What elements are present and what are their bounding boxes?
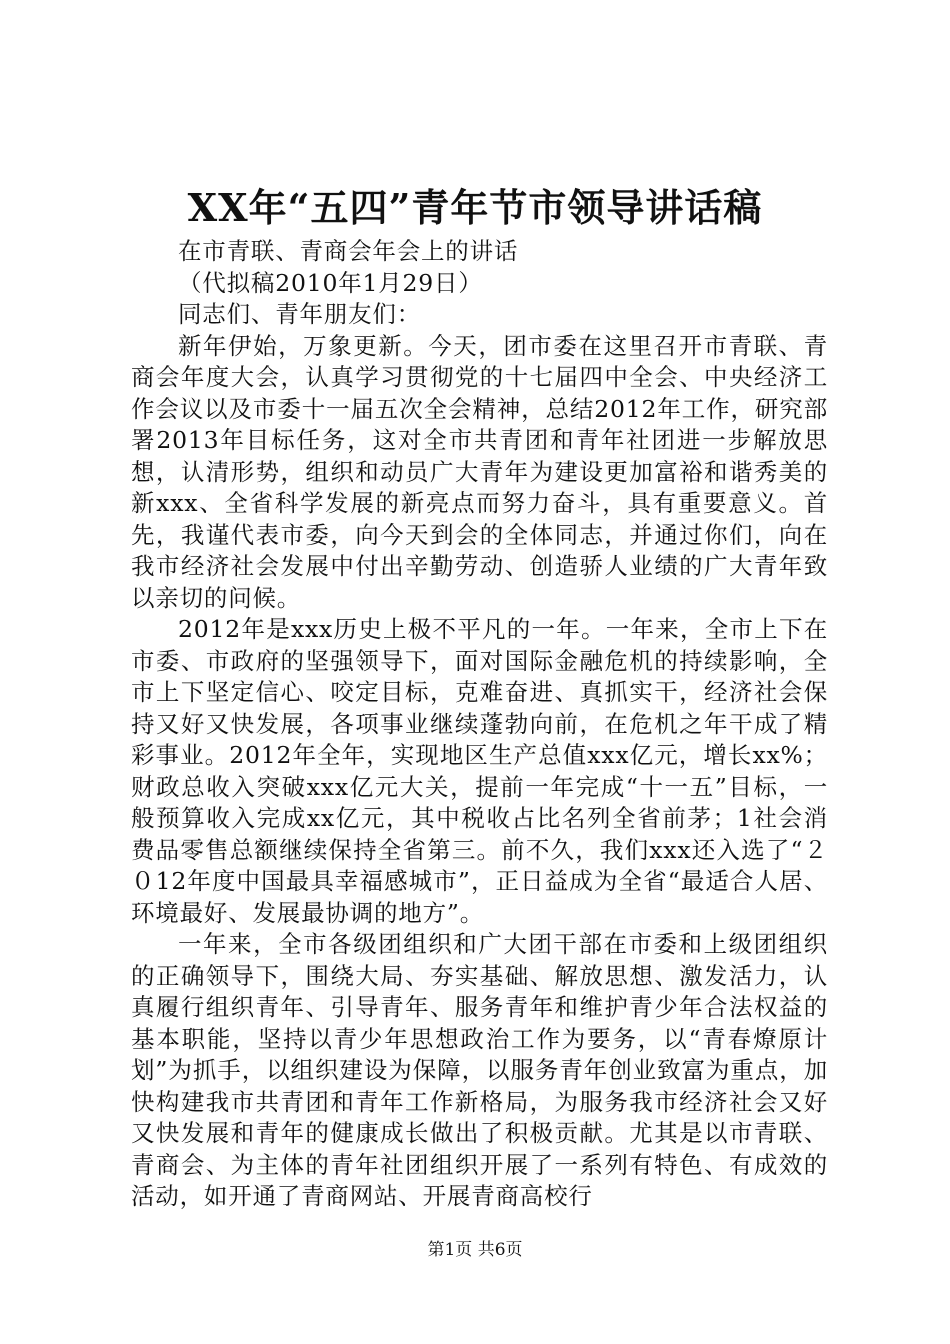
document-title: XX年“五四”青年节市领导讲话稿 xyxy=(187,185,763,230)
body-paragraph: 一年来，全市各级团组织和广大团干部在市委和上级团组织的正确领导下，围绕大局、夯实基础、解放思想、激发活力，认真履行组织青年、引导青年、服务青年和维护青少年合法权益的基本职能，坚持以青少年思想政治工作为要务，以“青春燎原计划”为抓手，以组织建设为保障，以服务青年创业致富为重点，加快构建我市共青团和青年工作新格局，为服务我市经济社会又好又快发展和青年的健康成长做出了积极贡献。尤其是以市青联、青商会、为主体的青年社团组织开展了一系列有特色、有成效的活动，如开通了青商网站、开展青商高校行 xyxy=(131,930,828,1210)
salutation: 同志们、青年朋友们： xyxy=(178,300,421,328)
draft-date: （代拟稿2010年1月29日） xyxy=(178,268,483,297)
body-paragraph: 2012年是xxx历史上极不平凡的一年。一年来，全市上下在市委、市政府的坚强领导下，面对国际金融危机的持续影响，全市上下坚定信心、咬定目标，克难奋进、真抓实干，经济社会保持又好又快发展，各项事业继续蓬勃向前，在危机之年干成了精彩事业。2012年全年，实现地区生产总值xxx亿元，增长xx%；财政总收入突破xxx亿元大关，提前一年完成“十一五”目标，一般预算收入完成xx亿元，其中税收占比名列全省前茅；1社会消费品零售总额继续保持全省第三。前不久，我们xxx还入选了“２０12年度中国最具幸福感城市”，正日益成为全省“最适合人居、环境最好、发展最协调的地方”。 xyxy=(131,615,828,927)
speech-occasion: 在市青联、青商会年会上的讲话 xyxy=(178,237,519,265)
document-body xyxy=(131,236,828,1213)
body-paragraph: 新年伊始，万象更新。今天，团市委在这里召开市青联、青商会年度大会，认真学习贯彻党的十七届四中全会、中央经济工作会议以及市委十一届五次全会精神，总结2012年工作，研究部署2013年目标任务，这对全市共青团和青年社团进一步解放思想，认清形势，组织和动员广大青年为建设更加富裕和谐秀美的新xxx、全省科学发展的新亮点而努力奋斗，具有重要意义。首先，我谨代表市委，向今天到会的全体同志，并通过你们，向在我市经济社会发展中付出辛勤劳动、创造骄人业绩的广大青年致以亲切的问候。 xyxy=(131,331,828,612)
page-number-footer: 第1页 共6页 xyxy=(427,1240,523,1260)
